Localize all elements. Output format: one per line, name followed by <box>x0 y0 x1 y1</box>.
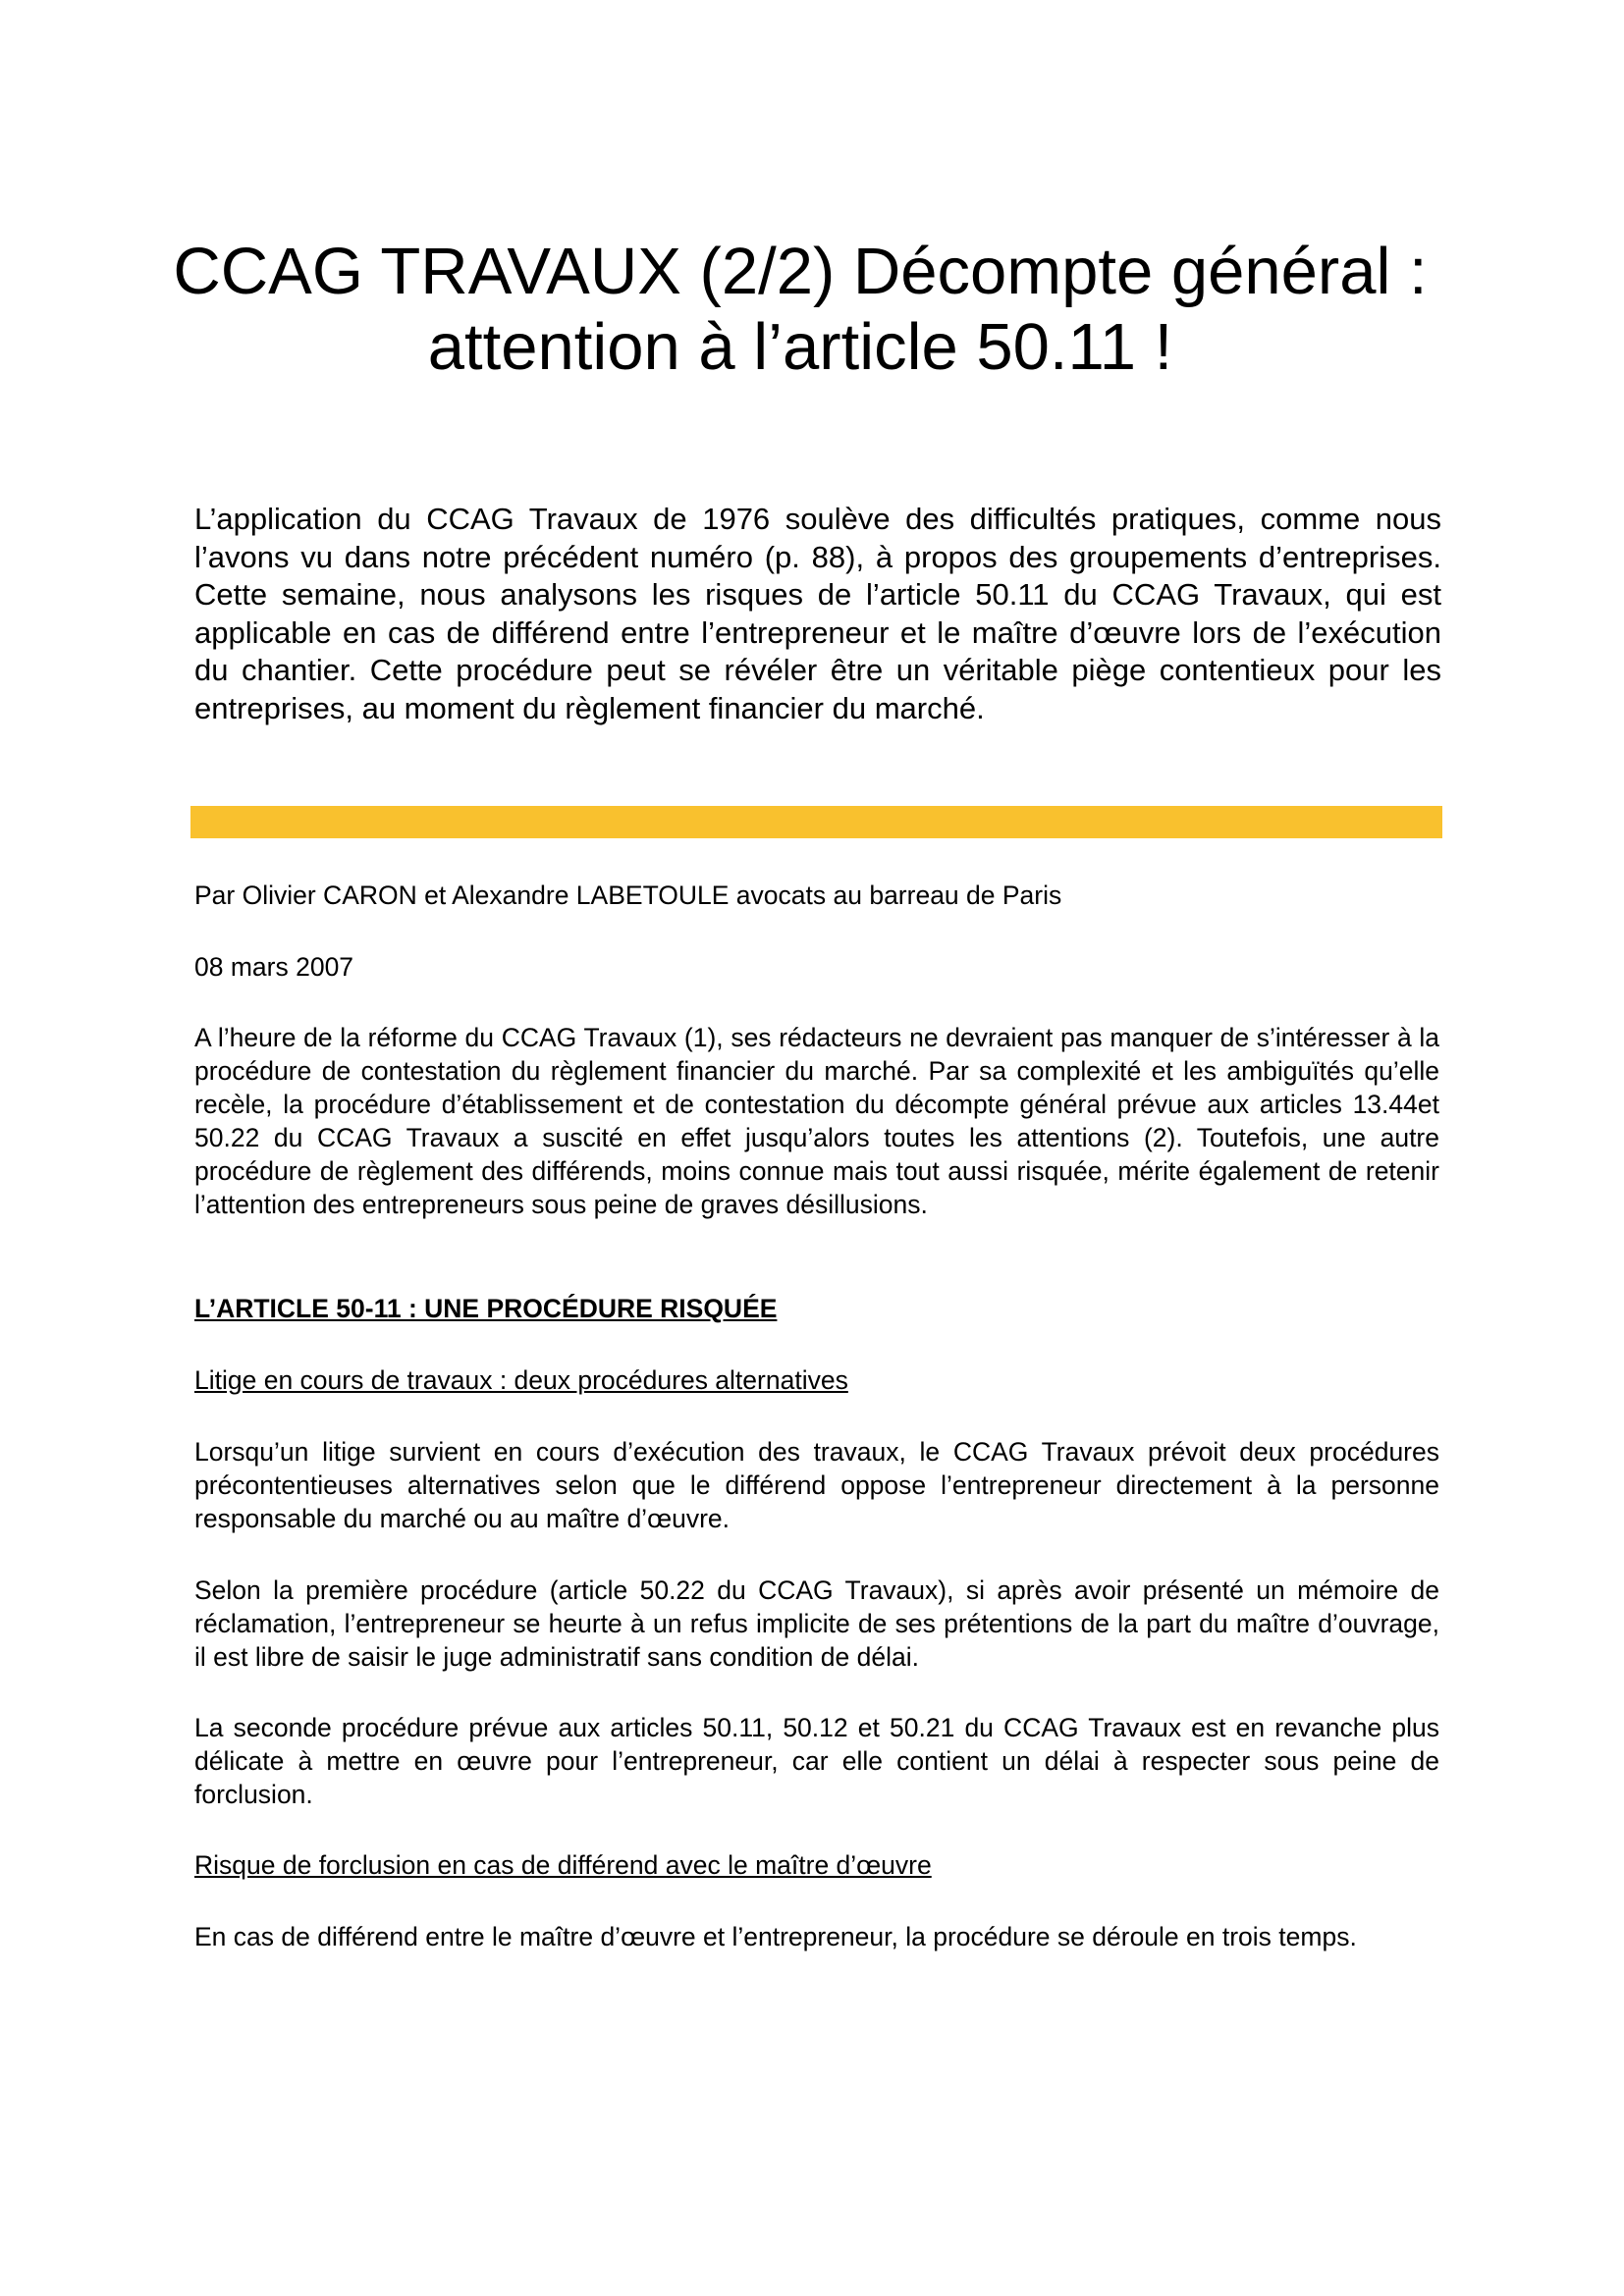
subheading: Litige en cours de travaux : deux procédures alternatives <box>194 1365 848 1395</box>
accent-divider <box>190 806 1442 838</box>
body-paragraph: La seconde procédure prévue aux articles 50.11, 50.12 et 50.21 du CCAG Travaux est en revanche plus délicate à mettre en œuvre pour l’entrepreneur, car elle contient un délai à respecter sous peine de forclusion. <box>194 1713 1439 1809</box>
body-paragraph: En cas de différend entre le maître d’œuvre et l’entrepreneur, la procédure se déroule en trois temps. <box>194 1922 1357 1951</box>
body-paragraph: Selon la première procédure (article 50.22 du CCAG Travaux), si après avoir présenté un mémoire de réclamation, l’entrepreneur se heurte à un refus implicite de ses prétentions de la part du maître d’ouvrage, il est libre de saisir le juge administratif sans condition de délai. <box>194 1575 1439 1672</box>
publication-date: 08 mars 2007 <box>194 952 354 982</box>
section-heading: L’ARTICLE 50-11 : UNE PROCÉDURE RISQUÉE <box>194 1294 778 1323</box>
author-byline: Par Olivier CARON et Alexandre LABETOULE avocats au barreau de Paris <box>194 881 1062 910</box>
document-title: CCAG TRAVAUX (2/2) Décompte général : attention à l’article 50.11 ! <box>173 235 1428 384</box>
body-paragraph: Lorsqu’un litige survient en cours d’exécution des travaux, le CCAG Travaux prévoit deux procédures précontentieuses alternatives selon que le différend oppose l’entrepreneur directement à la personne responsable du marché ou au maître d’œuvre. <box>194 1437 1439 1533</box>
lead-paragraph: L’application du CCAG Travaux de 1976 soulève des difficultés pratiques, comme nous l’avons vu dans notre précédent numéro (p. 88), à propos des groupements d’entreprises. Cette semaine, nous analysons les risques de l’article 50.11 du CCAG Travaux, qui est applicable en cas de différend entre l’entrepreneur et le maître d’œuvre lors de l’exécution du chantier. Cette procédure peut se révéler être un véritable piège contentieux pour les entreprises, au moment du règlement financier du marché. <box>194 502 1441 725</box>
subheading: Risque de forclusion en cas de différend avec le maître d’œuvre <box>194 1850 932 1880</box>
body-paragraph: A l’heure de la réforme du CCAG Travaux (1), ses rédacteurs ne devraient pas manquer de s’intéresser à la procédure de contestation du règlement financier du marché. Par sa complexité et les ambiguïtés qu’elle recèle, la procédure d’établissement et de contestation du décompte général prévue aux articles 13.44et 50.22 du CCAG Travaux a suscité en effet jusqu’alors toutes les attentions (2). Toutefois, une autre procédure de règlement des différends, moins connue mais tout aussi risquée, mérite également de retenir l’attention des entrepreneurs sous peine de graves désillusions. <box>194 1023 1439 1219</box>
